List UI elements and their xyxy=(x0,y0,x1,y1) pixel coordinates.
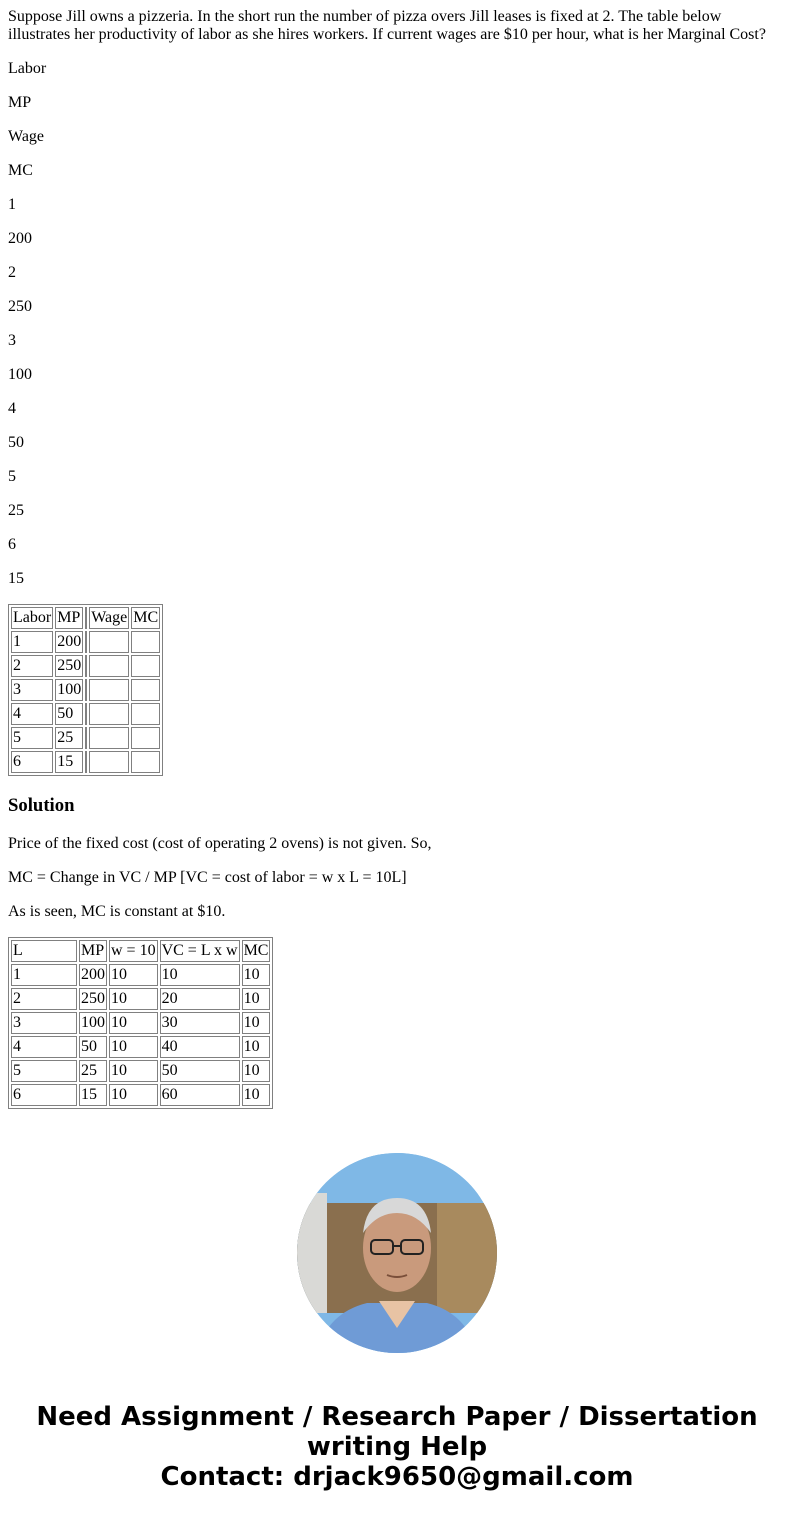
table-cell: 10 xyxy=(109,1084,158,1106)
plain-value-list xyxy=(8,60,786,588)
list-item: 200 xyxy=(8,230,32,247)
author-portrait-icon xyxy=(297,1153,497,1353)
table-cell: 10 xyxy=(109,988,158,1010)
question-table xyxy=(8,604,163,776)
table-row xyxy=(11,1060,270,1082)
table-cell: 100 xyxy=(55,679,83,701)
solution-paragraph: MC = Change in VC / MP [VC = cost of labor = w x L = 10L] xyxy=(8,869,407,886)
list-item: 250 xyxy=(8,298,32,315)
list-item: 2 xyxy=(8,264,16,281)
separator-cell xyxy=(85,631,87,653)
table-cell: 250 xyxy=(55,655,83,677)
table-cell: 10 xyxy=(109,964,158,986)
table-cell: 25 xyxy=(55,727,83,749)
table-cell: 100 xyxy=(79,1012,107,1034)
separator-cell xyxy=(85,751,87,773)
header-cell-mc: MC xyxy=(242,940,271,962)
table-cell: 15 xyxy=(79,1084,107,1106)
separator-cell xyxy=(85,655,87,677)
solution-paragraph: As is seen, MC is constant at $10. xyxy=(8,903,226,920)
header-cell-w: w = 10 xyxy=(109,940,158,962)
table-cell: 200 xyxy=(55,631,83,653)
table-cell: 20 xyxy=(160,988,240,1010)
table-cell: 3 xyxy=(11,679,53,701)
table-cell: 50 xyxy=(55,703,83,725)
table-cell: 60 xyxy=(160,1084,240,1106)
table-row xyxy=(11,988,270,1010)
table-cell xyxy=(89,655,129,677)
list-item: 4 xyxy=(8,400,16,417)
solution-paragraph: Price of the fixed cost (cost of operating 2 ovens) is not given. So, xyxy=(8,835,432,852)
list-item: 3 xyxy=(8,332,16,349)
table-row xyxy=(11,679,160,701)
separator-cell xyxy=(85,727,87,749)
table-cell: 10 xyxy=(242,1084,271,1106)
header-cell-mp: MP xyxy=(79,940,107,962)
table-cell xyxy=(89,631,129,653)
list-item: MC xyxy=(8,162,33,179)
header-cell-mc: MC xyxy=(131,607,160,629)
table-row xyxy=(11,727,160,749)
table-cell: 3 xyxy=(11,1012,77,1034)
table-cell: 10 xyxy=(242,1036,271,1058)
table-row xyxy=(11,703,160,725)
table-cell: 250 xyxy=(79,988,107,1010)
table-cell xyxy=(131,655,160,677)
table-row xyxy=(11,964,270,986)
table-cell: 40 xyxy=(160,1036,240,1058)
table-cell: 10 xyxy=(242,988,271,1010)
banner-line: Need Assignment / Research Paper / Dissertation xyxy=(36,1402,758,1432)
table-cell: 10 xyxy=(242,1012,271,1034)
list-item: MP xyxy=(8,94,32,111)
table-cell xyxy=(131,727,160,749)
header-cell-labor: Labor xyxy=(11,607,53,629)
table-cell xyxy=(89,727,129,749)
table-cell: 1 xyxy=(11,964,77,986)
table-cell: 30 xyxy=(160,1012,240,1034)
author-avatar xyxy=(297,1153,497,1353)
list-item: 50 xyxy=(8,434,24,451)
header-cell-mp: MP xyxy=(55,607,83,629)
table-cell: 4 xyxy=(11,703,53,725)
table-cell: 10 xyxy=(109,1060,158,1082)
list-item: 25 xyxy=(8,502,24,519)
table-cell: 2 xyxy=(11,988,77,1010)
promo-banner xyxy=(0,1402,794,1492)
table-cell: 50 xyxy=(160,1060,240,1082)
table-cell: 6 xyxy=(11,751,53,773)
document-body xyxy=(8,8,786,1109)
table-cell: 10 xyxy=(242,964,271,986)
table-cell xyxy=(131,679,160,701)
table-cell: 1 xyxy=(11,631,53,653)
table-cell: 200 xyxy=(79,964,107,986)
table-cell xyxy=(131,631,160,653)
list-item: 100 xyxy=(8,366,32,383)
table-cell xyxy=(131,751,160,773)
separator-cell xyxy=(85,679,87,701)
list-item: 6 xyxy=(8,536,16,553)
list-item: 5 xyxy=(8,468,16,485)
list-item: Wage xyxy=(8,128,45,145)
table-cell xyxy=(89,679,129,701)
solution-table xyxy=(8,937,273,1109)
table-row xyxy=(11,655,160,677)
table-header-row xyxy=(11,607,160,629)
table-row xyxy=(11,1012,270,1034)
header-cell-vc: VC = L x w xyxy=(160,940,240,962)
contact-line: Contact: drjack9650@gmail.com xyxy=(160,1462,634,1492)
list-item: 15 xyxy=(8,570,24,587)
table-cell: 10 xyxy=(160,964,240,986)
banner-line: writing Help xyxy=(306,1432,488,1462)
table-row xyxy=(11,631,160,653)
table-row xyxy=(11,751,160,773)
table-cell: 25 xyxy=(79,1060,107,1082)
solution-heading: Solution xyxy=(8,795,75,816)
table-cell xyxy=(89,703,129,725)
table-cell: 4 xyxy=(11,1036,77,1058)
table-cell: 15 xyxy=(55,751,83,773)
separator-cell xyxy=(85,703,87,725)
table-row xyxy=(11,1084,270,1106)
separator-cell xyxy=(85,607,87,629)
table-cell xyxy=(89,751,129,773)
list-item: 1 xyxy=(8,196,16,213)
table-cell: 10 xyxy=(109,1036,158,1058)
table-cell: 2 xyxy=(11,655,53,677)
list-item: Labor xyxy=(8,60,47,77)
table-cell: 50 xyxy=(79,1036,107,1058)
table-row xyxy=(11,1036,270,1058)
header-cell-l: L xyxy=(11,940,77,962)
table-cell: 5 xyxy=(11,727,53,749)
question-text: Suppose Jill owns a pizzeria. In the short run the number of pizza overs Jill leases is fixed at 2. The table below illustrates her productivity of labor as she hires workers. If current wages are $10 per hour, what is her Marginal Cost? xyxy=(8,8,766,43)
table-cell: 5 xyxy=(11,1060,77,1082)
header-cell-wage: Wage xyxy=(89,607,129,629)
table-cell xyxy=(131,703,160,725)
table-cell: 10 xyxy=(109,1012,158,1034)
table-cell: 10 xyxy=(242,1060,271,1082)
table-header-row xyxy=(11,940,270,962)
table-cell: 6 xyxy=(11,1084,77,1106)
